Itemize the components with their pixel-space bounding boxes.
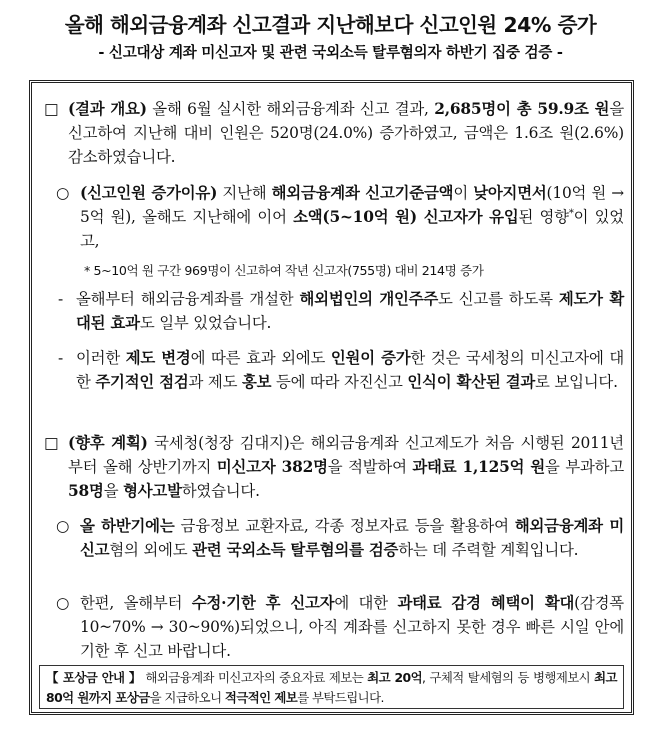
dash-bullet-icon: - xyxy=(58,349,64,367)
page-title: 올해 해외금융계좌 신고결과 지난해보다 신고인원 24% 증가 xyxy=(64,13,597,37)
content-box xyxy=(29,80,634,715)
section-result-overview: □ (결과 개요) 올해 6월 실시한 해외금융계좌 신고 결과, 2,685명이 총 59.9조 원을 신고하여 지난해 대비 인원은 520명(24.0%) 증가하였고, 금액은 1.6조 원(2.6%) 감소하였습니다. xyxy=(44,97,624,169)
square-bullet-icon: □ xyxy=(44,434,59,452)
section-lead: (결과 개요) xyxy=(68,100,147,118)
square-bullet-icon: □ xyxy=(44,100,59,118)
circle-bullet-icon: ○ xyxy=(56,594,70,612)
dash-bullet-icon: - xyxy=(58,290,64,308)
dash-item-awareness: - 이러한 제도 변경에 따른 효과 외에도 인원이 증가한 것은 국세청의 미신고자에 대한 주기적인 점검과 제도 홍보 등에 따라 자진신고 인식이 확산된 결과로 보입니다. xyxy=(58,346,624,394)
reward-notice-box: 【 포상금 안내 】 해외금융계좌 미신고자의 중요자료 제보는 최고 20억, 구체적 탈세혐의 등 병행제보시 최고 80억 원까지 포상금을 지급하오니 적극적인 제보를 부탁드립니다. xyxy=(39,665,624,709)
footnote: * 5~10억 원 구간 969명이 신고하여 작년 신고자(755명) 대비 214명 증가 xyxy=(84,263,484,278)
reward-label: 【 포상금 안내 】 xyxy=(46,670,142,685)
sub-penalty-reduction: ○ 한편, 올해부터 수정·기한 후 신고자에 대한 과태료 감경 혜택이 확대(감경폭 10~70% → 30~90%)되었으니, 아직 계좌를 신고하지 못한 경우 빠른 시일 안에 기한 후 신고 바랍니다. xyxy=(56,591,624,663)
footnote-mark: * xyxy=(568,208,574,219)
page-subtitle: - 신고대상 계좌 미신고자 및 관련 국외소득 탈루혐의자 하반기 집중 검증 - xyxy=(98,44,563,61)
circle-bullet-icon: ○ xyxy=(56,184,70,202)
dash-item-scope-expansion: - 올해부터 해외금융계좌를 개설한 해외법인의 개인주주도 신고를 하도록 제도가 확대된 효과도 일부 있었습니다. xyxy=(58,287,624,335)
circle-bullet-icon: ○ xyxy=(56,517,70,535)
section-future-plan: □ (향후 계획) 국세청(청장 김대지)은 해외금융계좌 신고제도가 처음 시행된 2011년부터 올해 상반기까지 미신고자 382명을 적발하여 과태료 1,125억 원을 부과하고 58명을 형사고발하였습니다. xyxy=(44,431,624,503)
sub-increase-reason: ○ (신고인원 증가이유) 지난해 해외금융계좌 신고기준금액이 낮아지면서(10억 원 → 5억 원), 올해도 지난해에 이어 소액(5~10억 원) 신고자가 유입된 영향*이 있었고, xyxy=(56,181,624,253)
sub-second-half: ○ 올 하반기에는 금융정보 교환자료, 각종 정보자료 등을 활용하여 해외금융계좌 미신고혐의 외에도 관련 국외소득 탈루혐의를 검증하는 데 주력할 계획입니다. xyxy=(56,514,624,562)
